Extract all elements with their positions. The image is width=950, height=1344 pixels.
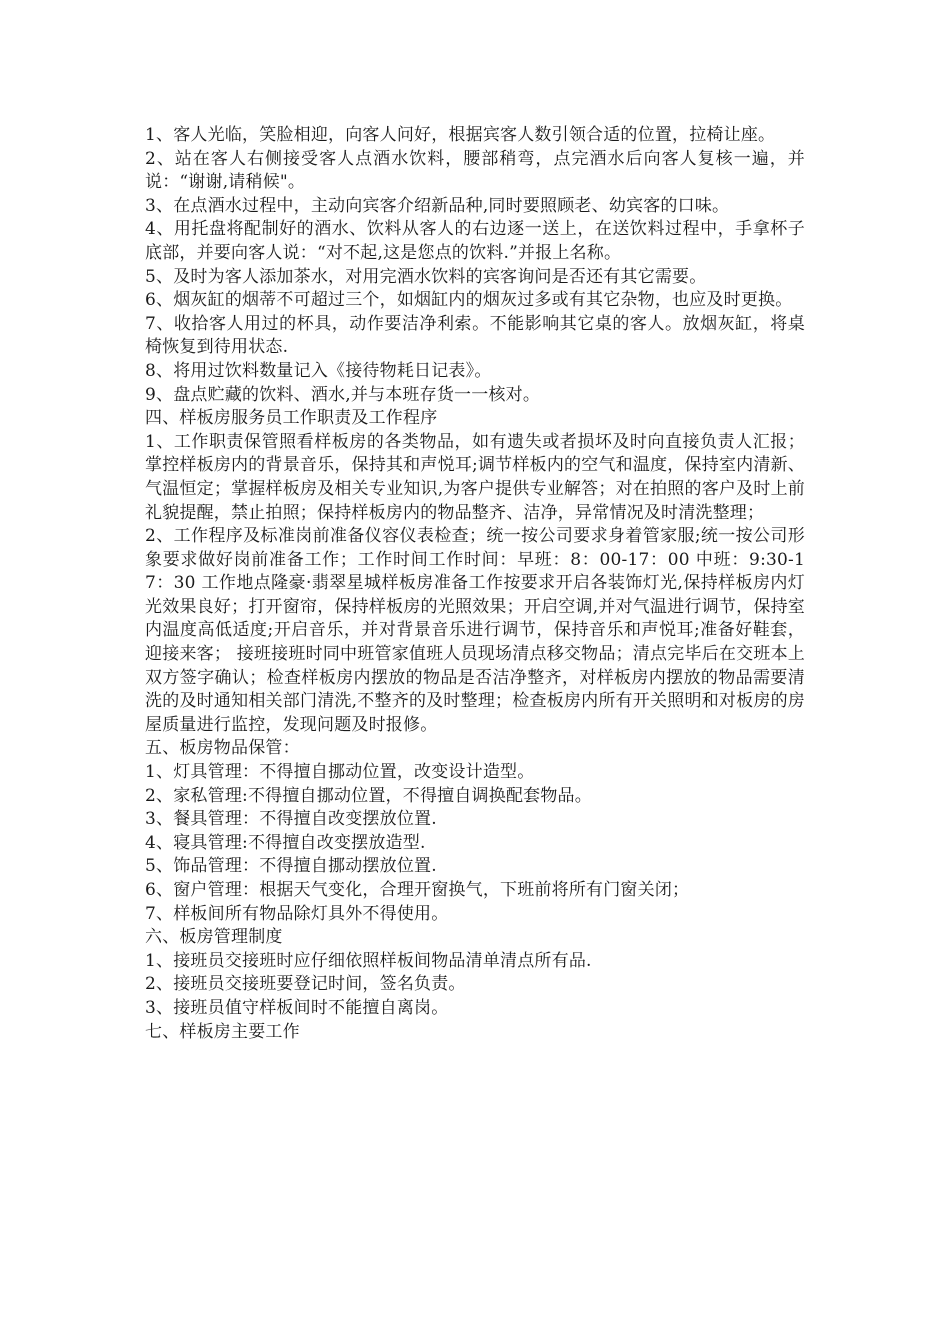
paragraph-service-step-2: 2、站在客人右侧接受客人点酒水饮料，腰部稍弯，点完酒水后向客人复核一遍，并说：“谢谢,请稍候"。 [145, 148, 805, 193]
paragraph-service-step-5: 5、及时为客人添加茶水，对用完酒水饮料的宾客询问是否还有其它需要。 [145, 266, 707, 287]
section-heading-6: 六、板房管理制度 [145, 927, 283, 948]
paragraph-custody-2: 2、家私管理:不得擅自挪动位置，不得擅自调换配套物品。 [145, 785, 592, 806]
section-heading-4: 四、样板房服务员工作职责及工作程序 [145, 408, 438, 429]
paragraph-duties: 1、工作职责保管照看样板房的各类物品，如有遗失或者损坏及时向直接负责人汇报；掌控样板房内的背景音乐，保持其和声悦耳;调节样板内的空气和温度，保持室内清新、气温恒定；掌握样板房及相关专业知识,为客户提供专业解答；对在拍照的客户及时上前礼貌提醒，禁止拍照；保持样板房内的物品整齐、洁净，异常情况及时清洗整理； [145, 431, 805, 523]
paragraph-service-step-3: 3、在点酒水过程中，主动向宾客介绍新品种,同时要照顾老、幼宾客的口味。 [145, 195, 730, 216]
paragraph-rule-2: 2、接班员交接班要登记时间，签名负责。 [145, 974, 466, 995]
section-heading-5: 五、板房物品保管： [145, 738, 300, 759]
paragraph-custody-3: 3、餐具管理：不得擅自改变摆放位置. [145, 809, 437, 830]
paragraph-service-step-1: 1、客人光临，笑脸相迎，向客人问好，根据宾客人数引领合适的位置，拉椅让座。 [145, 125, 776, 145]
paragraph-custody-1: 1、灯具管理：不得擅自挪动位置，改变设计造型。 [145, 762, 535, 783]
paragraph-rule-1: 1、接班员交接班时应仔细依照样板间物品清单清点所有品. [145, 950, 592, 971]
paragraph-custody-4: 4、寝具管理:不得擅自改变摆放造型. [145, 832, 426, 853]
paragraph-service-step-4: 4、用托盘将配制好的酒水、饮料从客人的右边逐一送上，在送饮料过程中，手拿杯子底部，并要向客人说：“对不起,这是您点的饮料.”并报上名称。 [145, 219, 805, 263]
document-body [145, 124, 805, 1044]
paragraph-service-step-6: 6、烟灰缸的烟蒂不可超过三个，如烟缸内的烟灰过多或有其它杂物，也应及时更换。 [145, 290, 793, 311]
section-heading-7: 七、样板房主要工作 [145, 1021, 300, 1042]
paragraph-custody-5: 5、饰品管理：不得擅自挪动摆放位置. [145, 856, 437, 877]
paragraph-service-step-8: 8、将用过饮料数量记入《接待物耗日记表》。 [145, 360, 492, 381]
paragraph-procedures: 2、工作程序及标准岗前准备仪容仪表检查；统一按公司要求身着管家服;统一按公司形象要求做好岗前准备工作；工作时间工作时间：早班：8：00-17：00 中班：9:30-17：30 工作地点隆豪·翡翠星城样板房准备工作按要求开启各装饰灯光,保持样板房内灯光效果良好；打开窗帘，保持样板房的光照效果；开启空调,并对气温进行调节，保持室内温度高低适度;开启音乐，并对背景音乐进行调节，保持音乐和声悦耳;准备好鞋套，迎接来客； 接班接班时同中班管家值班人员现场清点移交物品；清点完毕后在交班本上双方签字确认；检查样板房内摆放的物品是否洁净整齐，对样板房内摆放的物品需要清洗的及时通知相关部门清洗,不整齐的及时整理；检查板房内所有开关照明和对板房的房屋质量进行监控，发现问题及时报修。 [145, 526, 805, 735]
paragraph-service-step-9: 9、盘点贮藏的饮料、酒水,并与本班存货一一核对。 [145, 384, 541, 405]
paragraph-custody-6: 6、窗户管理：根据天气变化，合理开窗换气，下班前将所有门窗关闭； [145, 880, 690, 900]
paragraph-service-step-7: 7、收拾客人用过的杯具，动作要洁净利索。不能影响其它桌的客人。放烟灰缸，将桌椅恢复到待用状态. [145, 313, 805, 358]
paragraph-rule-3: 3、接班员值守样板间时不能擅自离岗。 [145, 997, 449, 1018]
paragraph-custody-7: 7、样板间所有物品除灯具外不得使用。 [145, 903, 449, 924]
